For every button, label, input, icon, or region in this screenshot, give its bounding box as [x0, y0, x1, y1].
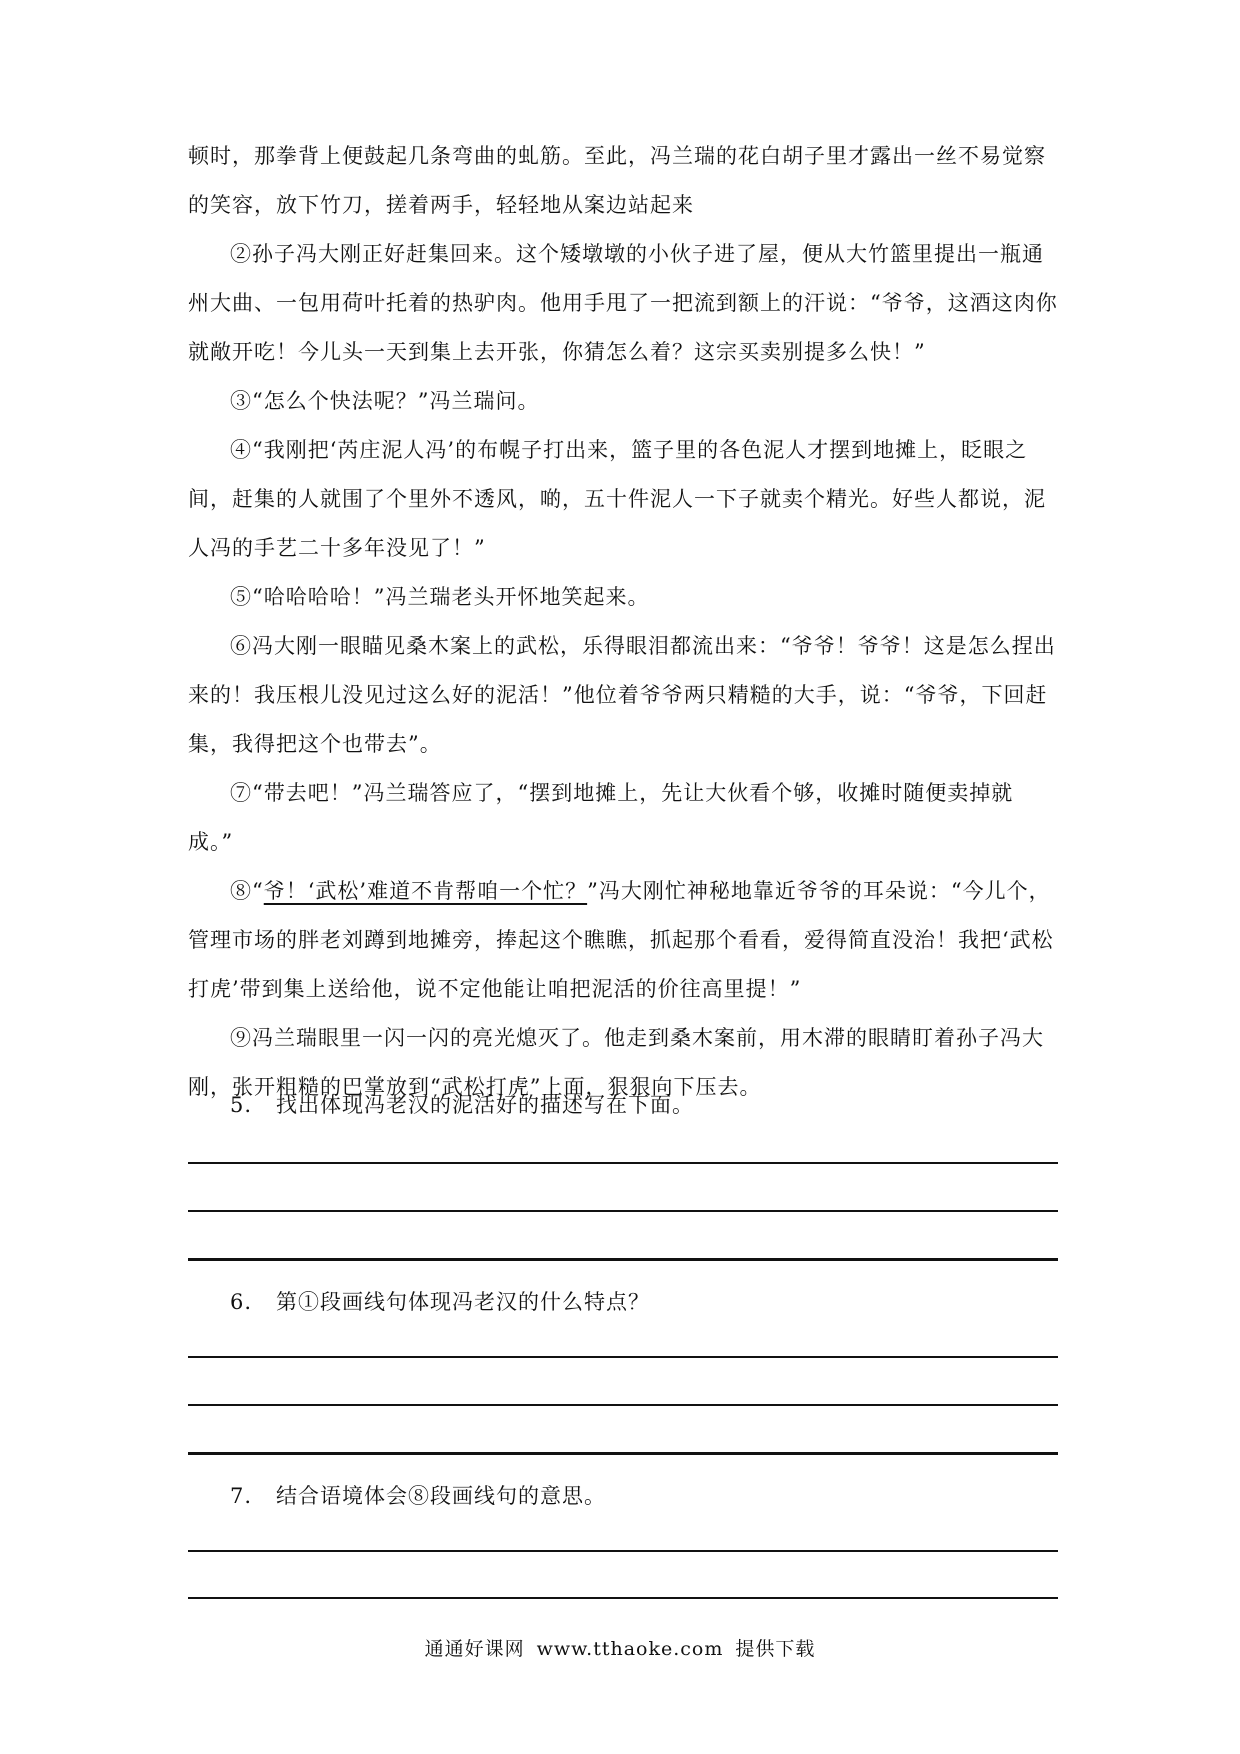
passage	[188, 132, 1058, 1112]
question-text: 找出体现冯老汉的泥活好的描述写在下面。	[276, 1093, 694, 1117]
paragraph-8-rest: ”冯大刚忙神秘地靠近爷爷的耳朵说：“今儿个，管理市场的胖老刘蹲到地摊旁，捧起这个瞧瞧，抓起那个看看，爱得简直没治！我把‘武松打虎’带到集上送给他，说不定他能让咱把泥活的价往高里提！”	[188, 879, 1054, 1001]
answer-line[interactable]	[188, 1550, 1058, 1552]
question-number: 6.	[230, 1290, 253, 1314]
question-text: 结合语境体会⑧段画线句的意思。	[276, 1484, 606, 1508]
answer-line[interactable]	[188, 1162, 1058, 1164]
underlined-sentence: 爷！‘武松’难道不肯帮咱一个忙？	[263, 879, 588, 903]
paragraph-9: ⑨冯兰瑞眼里一闪一闪的亮光熄灭了。他走到桑木案前，用木滞的眼睛盯着孙子冯大刚，张开粗糙的巴掌放到“武松打虎”上面，狠狠向下压去。	[188, 1026, 1044, 1099]
question-6	[230, 1282, 1050, 1322]
footer-url[interactable]: www.tthaoke.com	[536, 1638, 724, 1660]
paragraph-8-prefix: ⑧“	[230, 879, 264, 903]
answer-line[interactable]	[188, 1258, 1058, 1261]
paragraph-8	[188, 867, 1058, 1014]
footer-suffix: 提供下载	[735, 1638, 816, 1660]
answer-line[interactable]	[188, 1452, 1058, 1455]
paragraph-4: ④“我刚把‘芮庄泥人冯’的布幌子打出来，篮子里的各色泥人才摆到地摊上，眨眼之间，赶集的人就围了个里外不透风，啲，五十件泥人一下子就卖个精光。好些人都说，泥人冯的手艺二十多年没见了！”	[188, 438, 1046, 560]
question-number: 7.	[230, 1484, 253, 1508]
footer-site-name: 通通好课网	[424, 1638, 525, 1660]
paragraph-3: ③“怎么个快法呢？”冯兰瑞问。	[230, 389, 540, 413]
answer-line[interactable]	[188, 1597, 1058, 1599]
page-footer	[0, 1634, 1240, 1661]
paragraph-6: ⑥冯大刚一眼瞄见桑木案上的武松，乐得眼泪都流出来：“爷爷！爷爷！这是怎么捏出来的！我压根儿没见过这么好的泥活！”他位着爷爷两只精糙的大手，说：“爷爷，下回赶集，我得把这个也带去”。	[188, 634, 1056, 756]
paragraph-1-end: 顿时，那拳背上便鼓起几条弯曲的虬筋。至此，冯兰瑞的花白胡子里才露出一丝不易觉察的笑容，放下竹刀，搓着两手，轻轻地从案边站起来	[188, 144, 1046, 217]
answer-line[interactable]	[188, 1404, 1058, 1406]
question-5	[230, 1085, 1050, 1125]
paragraph-7: ⑦“带去吧！”冯兰瑞答应了，“摆到地摊上，先让大伙看个够，收摊时随便卖掉就成。”	[188, 781, 1014, 854]
paragraph-5: ⑤“哈哈哈哈！”冯兰瑞老头开怀地笑起来。	[230, 585, 650, 609]
question-text: 第①段画线句体现冯老汉的什么特点？	[276, 1290, 650, 1314]
answer-line[interactable]	[188, 1356, 1058, 1358]
question-number: 5.	[230, 1093, 253, 1117]
answer-line[interactable]	[188, 1210, 1058, 1212]
paragraph-2: ②孙子冯大刚正好赶集回来。这个矮墩墩的小伙子进了屋，便从大竹篮里提出一瓶通州大曲、一包用荷叶托着的热驴肉。他用手甩了一把流到额上的汗说：“爷爷，这酒这肉你就敞开吃！今儿头一天到集上去开张，你猜怎么着？这宗买卖别提多么快！”	[188, 242, 1058, 364]
question-7	[230, 1476, 1050, 1516]
